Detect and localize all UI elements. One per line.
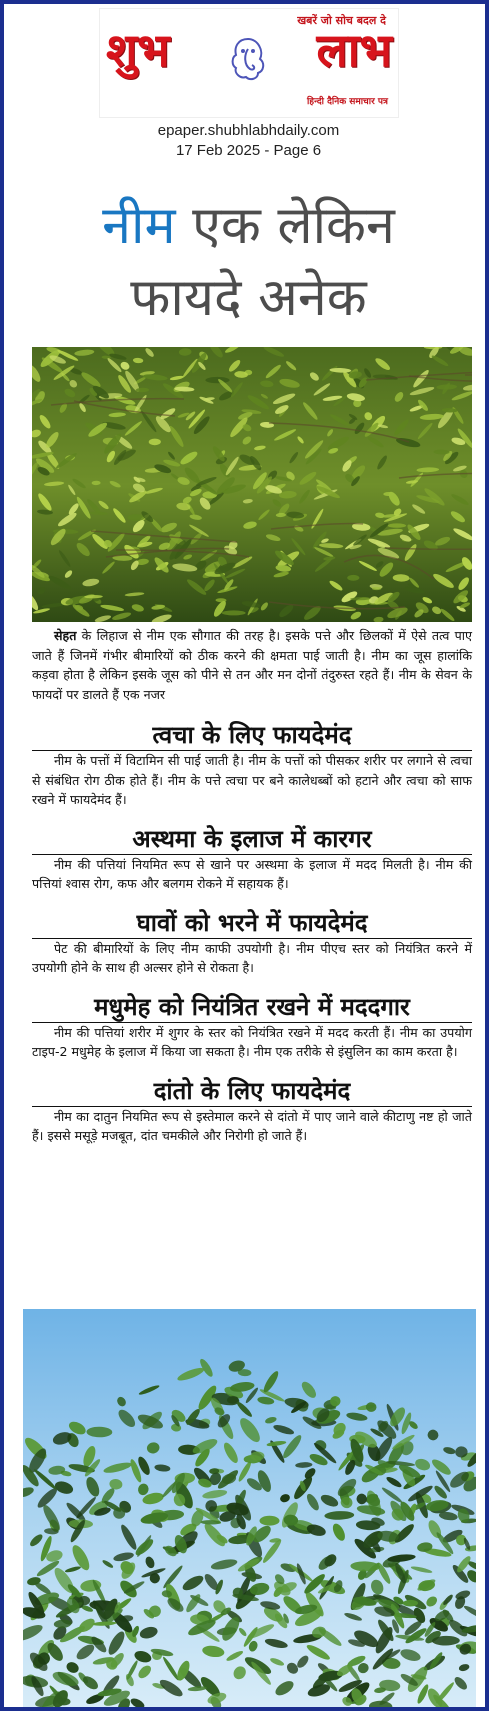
headline-line-1 [4,194,489,258]
masthead-logo[interactable] [99,8,399,118]
logo-word-shubh: शुभ [106,23,170,77]
section-text-skin: नीम के पत्तों में विटामिन सी पाई जाती है। नीम के पत्तों को पीसकर शरीर पर लगाने से त्वचा से संबंधित रोग ठीक होते हैं। नीम के पत्ते त्वचा पर बने कालेधब्बों को हटाने और त्वचा को साफ रखने में फायदेमंद हैं। [32,753,472,807]
section-heading-wounds: घावों को भरने में फायदेमंद [32,908,472,939]
masthead-tagline: खबरें जो सोच बदल दे [297,14,386,27]
intro-paragraph [32,626,472,704]
section-text-asthma: नीम की पत्तियां नियमित रूप से खाने पर अस्थमा के इलाज में मदद मिलती है। नीम की पत्तियां श्वास रोग, कफ और बलगम रोकने में सहायक हैं। [32,856,472,891]
section-text-teeth: नीम का दातुन नियमित रूप से इस्तेमाल करने से दांतो में पाए जाने वाले कीटाणु नष्ट हो जाते हैं। इससे मसूड़े मजबूत, दांत चमकीले और निरोगी हो जाते हैं। [32,1108,472,1143]
intro-lead-word: सेहत [54,628,77,643]
intro-text: के लिहाज से नीम एक सौगात की तरह है। इसके पत्ते और छिलकों में ऐसे तत्व पाए जाते हैं जिनमें गंभीर बीमारियों को ठीक करने की क्षमता पाई जाती है। नीम का जूस हालांकि कड़वा होता है लेकिन इसके जूस को पीने से तन और मन दोनों तंदुरुस्त रहते हैं। नीम के सेवन के फायदों पर डालते हैं एक नजर [32,628,472,702]
neem-tree-photo [23,1309,476,1707]
logo-word-labh: लाभ [316,23,392,77]
section-heading-skin: त्वचा के लिए फायदेमंद [32,720,472,751]
section-text-wounds: पेट की बीमारियों के लिए नीम काफी उपयोगी है। नीम पीएच स्तर को नियंत्रित करने में उपयोगी होने के साथ ही अल्सर होने से रोकता है। [32,940,472,975]
article-body [32,626,472,1146]
edition-date-page: 17 Feb 2025 - Page 6 [175,142,322,159]
section-text-diabetes: नीम की पत्तियां शरीर में शुगर के स्तर को नियंत्रित रखने में मदद करती हैं। नीम का उपयोग टाइप-2 मधुमेह के इलाज में किया जा सकता है। नीम एक तरीके से इंसुलिन का काम करता है। [32,1024,472,1059]
section-heading-teeth: दांतो के लिए फायदेमंद [32,1076,472,1107]
neem-leaves-photo [32,347,472,622]
ganesha-logo-icon [228,35,268,81]
masthead-subtag: हिन्दी दैनिक समाचार पत्र [306,97,388,107]
headline-line-1-rest: एक लेकिन [175,196,395,256]
headline-line-2: फायदे अनेक [130,268,367,328]
epaper-url[interactable]: epaper.shubhlabhdaily.com [157,122,340,139]
section-heading-asthma: अस्थमा के इलाज में कारगर [32,824,472,855]
headline-accent-word: नीम [102,196,176,256]
section-heading-diabetes: मधुमेह को नियंत्रित रखने में मददगार [32,992,472,1023]
